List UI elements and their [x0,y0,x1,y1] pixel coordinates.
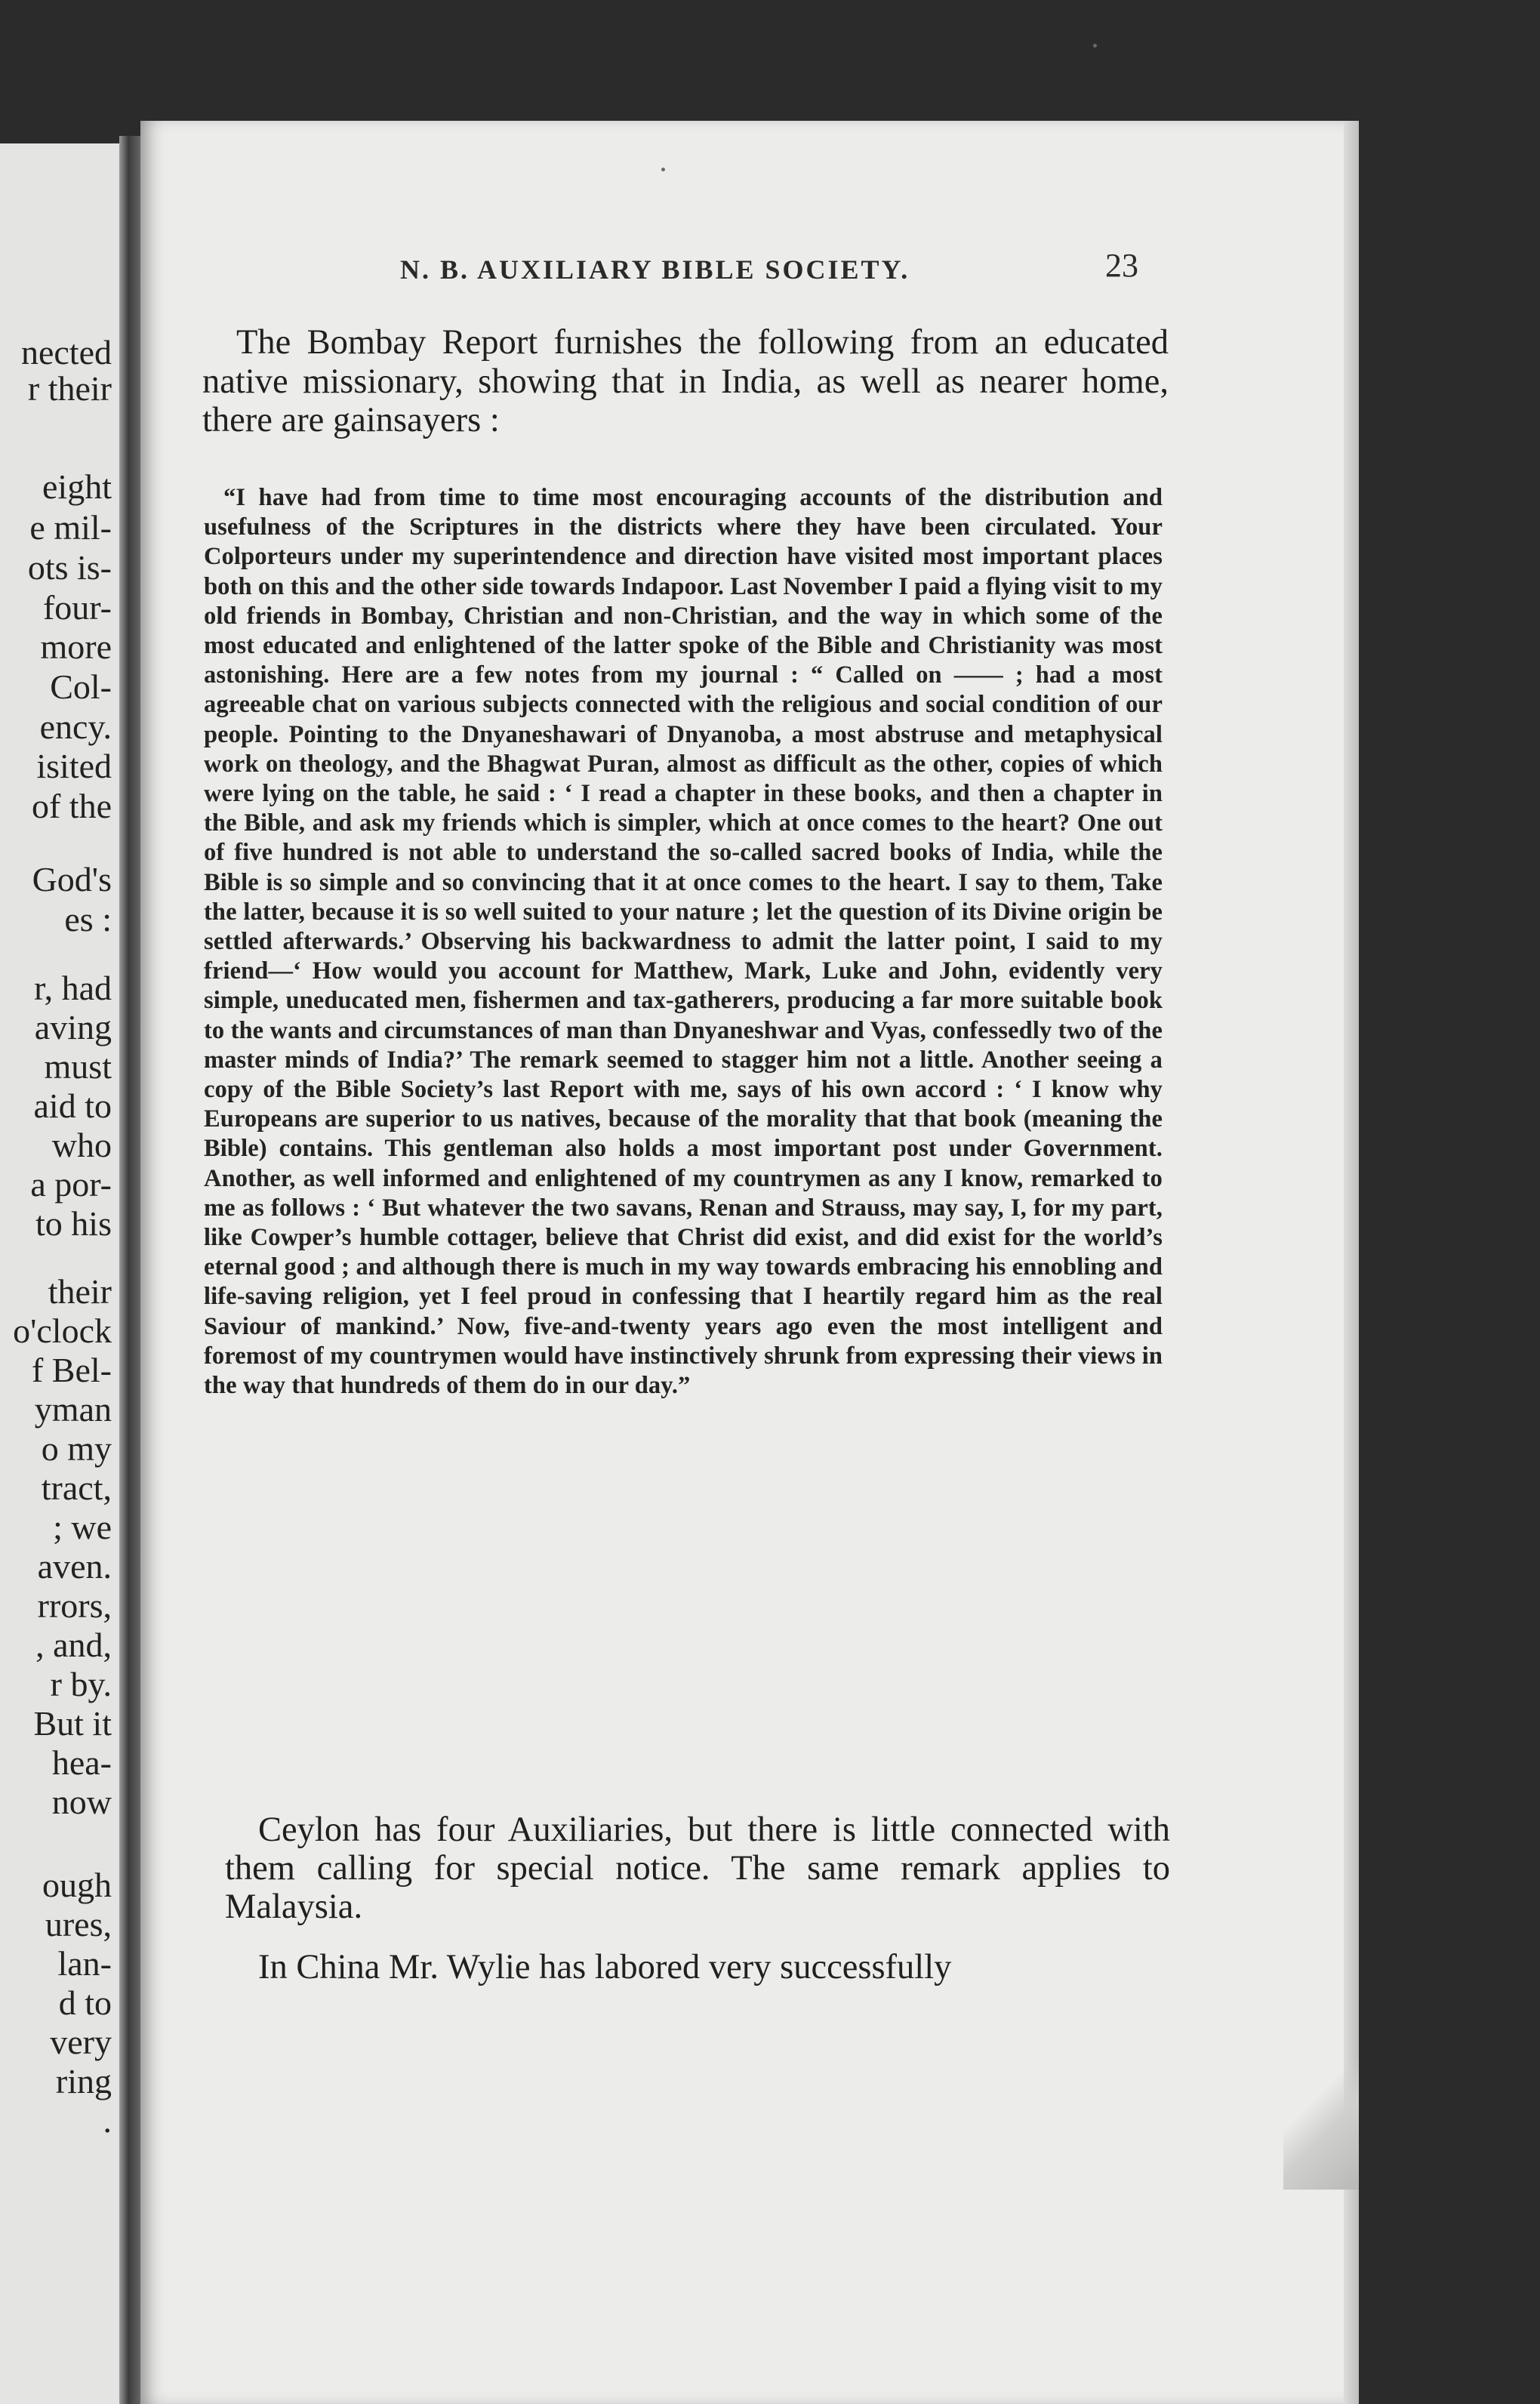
left-fragment: four- [42,588,112,627]
ceylon-text: Ceylon has four Auxiliaries, but there is little connected with them calling for special notice. The same remark applies to Malaysia. [225,1811,1170,1926]
left-fragment: r by. [50,1665,112,1703]
left-fragment: ots is- [27,548,112,587]
left-fragment: to his [35,1204,112,1243]
left-fragment: lan- [57,1944,112,1983]
left-fragment: o my [41,1429,112,1468]
ceylon-paragraph [225,1811,1170,1926]
china-paragraph [225,1948,1170,1986]
left-fragment: But it [33,1704,112,1743]
left-fragment: ring [55,2062,112,2100]
left-fragment: isited [36,747,112,785]
left-fragment: ; we [53,1508,112,1546]
left-fragment: aving [34,1008,112,1046]
left-fragment: aid to [33,1086,112,1125]
quoted-letter-text: “I have had from time to time most encouraging accounts of the distribution and usefulness of the Scriptures in the districts where they have been circulated. Your Colporteurs under my superintendence and direction have visited most important places both on this and the other side towards Indapoor. Last November I paid a flying visit to my old friends in Bombay, Christian and non-Christian, and the way in which some of the most educated and enlightened of the latter spoke of the Bible and Christianity was most astonishing. Here are a few notes from my journal : “ Called on —— ; had a most agreeable chat on various subjects connected with the religious and social condition of our people. Pointing to the Dnyaneshawari of Dnyanoba, a most abstruse and metaphysical work on theology, and the Bhagwat Puran, almost as difficult as the other, copies of which were lying on the table, he said : ‘ I read a chapter in these books, and then a chapter in the Bible, and ask my friends which is simpler, which at once comes to the heart? One out of five hundred is not able to understand the so-called sacred books of India, while the Bible is so simple and so convincing that it at once comes to the heart. I say to them, Take the latter, because it is so well suited to your nature ; let the question of its Divine origin be settled afterwards.’ Observing his backwardness to admit the latter point, I said to my friend—‘ How would you account for Matthew, Mark, Luke and John, evidently very simple, uneducated men, fishermen and tax-gatherers, producing a far more suitable book to the wants and circumstances of man than Dnyaneshwar and Vyas, confessedly two of the master minds of India?’ The remark seemed to stagger him not a little. Another seeing a copy of the Bible Society’s last Report with me, says of his own accord : ‘ I know why Europeans are superior to us natives, because of the morality that that book (meaning the Bible) contains. This gentleman also holds a most important post under Government. Another, as well informed and enlightened of my countrymen as any I know, remarked to me as follows : ‘ But whatever the two savans, Renan and Strauss, may say, I, for my part, like Cowper’s humble cottager, believe that Christ did exist, and did exist for the world’s eternal good ; and although there is much in my way towards embracing his ennobling and life-saving religion, yet I feel proud in confessing that I heartily regard him as the real Saviour of mankind.’ Now, five-and-twenty years ago even the most intelligent and foremost of my countrymen would have instinctively shrunk from expressing their views in the way that hundreds of them do in our day.” [204,484,1163,1400]
intro-text: The Bombay Report furnishes the following from an educated native missionary, showing that in India, as well as nearer home, there are gainsayers : [202,323,1169,439]
left-fragment: very [50,2023,112,2061]
left-page-edge [0,143,119,2404]
left-fragment: nected [20,333,112,371]
left-fragment: of the [31,787,112,825]
page-corner-curl [1283,2039,1359,2190]
page-number: 23 [1105,247,1138,284]
left-fragment: ures, [45,1905,112,1943]
left-fragment: es : [64,900,112,938]
book-gutter [119,136,142,2404]
left-fragment: r, had [34,969,112,1007]
left-fragment: hea- [51,1743,112,1782]
intro-paragraph [202,323,1169,440]
scan-speck [661,168,665,171]
running-head: N. B. AUXILIARY BIBLE SOCIETY. [400,254,910,285]
left-fragment: more [40,627,112,666]
left-fragment: now [51,1783,112,1821]
china-text: In China Mr. Wylie has labored very successfully [258,1948,952,1986]
left-fragment: must [44,1047,112,1086]
quoted-letter [204,483,1163,1401]
left-fragment: their [48,1272,112,1311]
left-fragment: a por- [30,1165,112,1204]
left-fragment: d to [58,1983,112,2022]
scan-speck [1093,44,1097,48]
left-fragment: Col- [50,667,112,706]
left-fragment: e mil- [29,508,112,547]
left-fragment: ency. [39,707,112,746]
left-fragment: f Bel- [31,1351,112,1389]
left-fragment: tract, [41,1469,112,1507]
left-fragment: ough [42,1866,112,1904]
left-fragment: r their [27,369,112,408]
left-fragment: eight [42,467,112,506]
left-fragment: o'clock [13,1311,112,1350]
left-fragment: , and, [35,1626,112,1664]
left-fragment: rrors, [37,1586,112,1625]
left-fragment: God's [32,860,112,898]
left-fragment: aven. [37,1547,112,1586]
left-fragment: yman [34,1390,112,1429]
left-fragment: . [103,2101,112,2140]
left-fragment: who [51,1126,112,1164]
